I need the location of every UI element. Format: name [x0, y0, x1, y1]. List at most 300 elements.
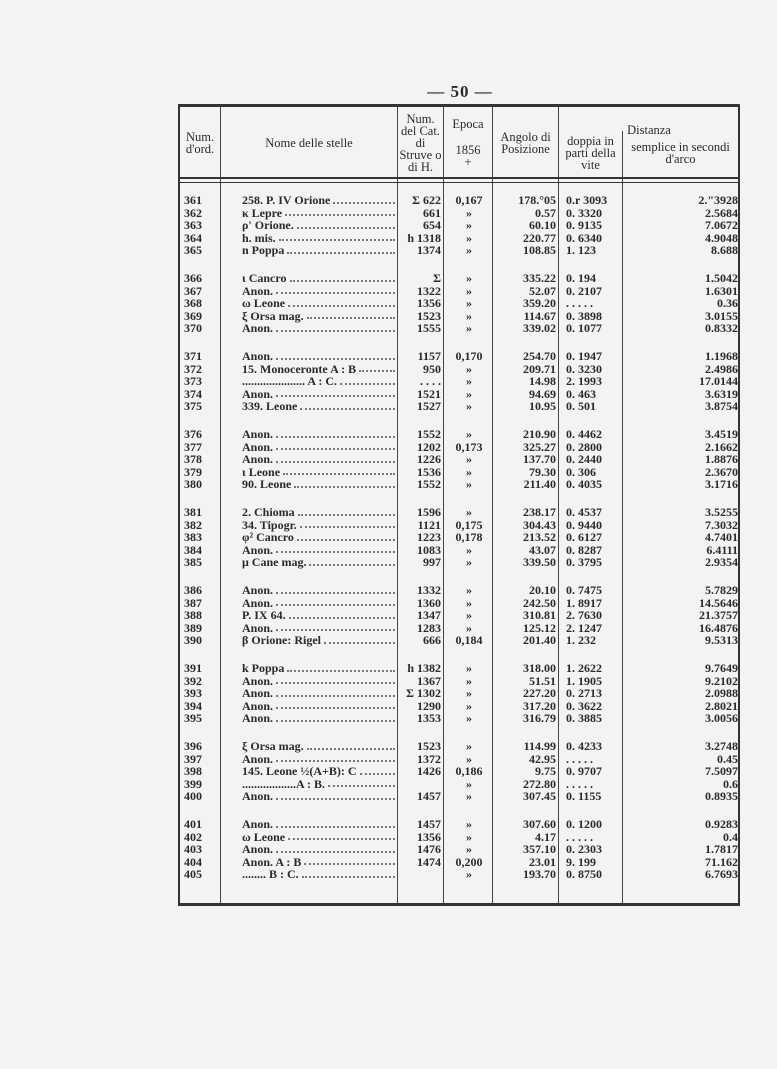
- row-number: 383: [184, 530, 202, 544]
- position-angle: 357.10: [523, 842, 556, 856]
- epoch: »: [466, 271, 472, 285]
- distance-double: 1. 1905: [566, 673, 602, 688]
- row-number: 374: [184, 386, 202, 401]
- epoch: »: [466, 361, 472, 376]
- position-angle: 210.90: [523, 427, 556, 441]
- distance-double: . . . . .: [566, 751, 593, 766]
- distance-double: 0. 3320: [566, 205, 602, 220]
- distance-simple: 5.7829: [705, 583, 738, 597]
- position-angle: 51.51: [529, 673, 556, 688]
- row-number: 398: [184, 764, 202, 778]
- position-angle: 272.80: [523, 776, 556, 791]
- dot-leader: [276, 584, 395, 594]
- star-name: 145. Leone ½(A+B): C: [242, 764, 357, 778]
- epoch: 0,175: [455, 517, 483, 532]
- header-epoca-plus: +: [464, 155, 472, 169]
- dot-leader: [276, 675, 395, 685]
- star-name: Anon.: [242, 711, 274, 725]
- distance-simple: 14.5646: [699, 595, 738, 610]
- row-number: 396: [184, 739, 202, 753]
- distance-double: 0. 4233: [566, 739, 602, 753]
- struve-number: 1536: [417, 464, 441, 479]
- struve-number: 1223: [417, 530, 441, 544]
- distance-double: 9. 199: [566, 854, 596, 869]
- struve-number: 1552: [417, 427, 441, 441]
- epoch: 0,178: [455, 530, 483, 544]
- distance-double: 0. 4462: [566, 427, 602, 441]
- star-name: ..................A : B.: [242, 776, 326, 791]
- star-name-cell: [242, 322, 397, 335]
- position-angle: 0.57: [535, 205, 556, 220]
- star-name: n Poppa: [242, 243, 285, 257]
- epoch: »: [466, 308, 472, 323]
- dot-leader: [276, 544, 395, 554]
- position-angle: 178.°05: [518, 193, 556, 207]
- position-angle: 339.02: [523, 321, 556, 335]
- position-angle: 193.70: [523, 867, 556, 881]
- star-name: Anon.: [242, 751, 274, 766]
- dot-leader: [276, 388, 395, 398]
- struve-number: 1356: [417, 296, 441, 310]
- star-name: Anon.: [242, 595, 274, 610]
- row-number: 365: [184, 243, 202, 257]
- table-row: [180, 868, 738, 881]
- position-angle: 42.95: [529, 751, 556, 766]
- table-row: [180, 765, 738, 778]
- position-angle: 114.67: [523, 308, 556, 323]
- star-name: Anon.: [242, 686, 274, 700]
- dot-leader: [276, 687, 395, 697]
- dot-leader: [297, 531, 395, 541]
- distance-simple: 2."3928: [698, 193, 738, 207]
- star-name: 34. Tipogr.: [242, 517, 297, 532]
- dot-leader: [276, 597, 395, 607]
- struve-number: 1474: [417, 854, 441, 869]
- epoch: »: [466, 776, 472, 791]
- epoch: »: [466, 583, 472, 597]
- star-name: ι Cancro: [242, 271, 287, 285]
- position-angle: 137.70: [523, 452, 556, 466]
- star-name: κ Lepre: [242, 205, 283, 220]
- table-row: [180, 322, 738, 335]
- distance-simple: 2.3670: [705, 464, 738, 479]
- star-name-cell: [242, 634, 397, 647]
- struve-number: 1202: [417, 439, 441, 454]
- epoch: 0,186: [455, 764, 483, 778]
- row-number: 375: [184, 399, 202, 413]
- row-number: 402: [184, 829, 202, 844]
- table-row: [180, 428, 738, 441]
- position-angle: 227.20: [523, 686, 556, 700]
- epoch: »: [466, 205, 472, 220]
- distance-simple: 4.9048: [705, 230, 738, 245]
- distance-simple: 3.8754: [705, 399, 738, 413]
- struve-number: 1290: [417, 698, 441, 713]
- struve-number: 1523: [417, 308, 441, 323]
- distance-double: 0. 9707: [566, 764, 602, 778]
- page-number: — 50 —: [427, 82, 493, 101]
- struve-number: Σ 622: [412, 193, 441, 207]
- distance-simple: 3.1716: [705, 477, 738, 491]
- epoch: 0,167: [455, 193, 483, 207]
- row-number: 401: [184, 817, 202, 831]
- star-name: Anon.: [242, 386, 274, 401]
- distance-simple: 16.4876: [699, 620, 738, 635]
- distance-double: 0. 194: [566, 271, 596, 285]
- distance-simple: 2.5684: [705, 205, 738, 220]
- distance-double: 1. 123: [566, 243, 596, 257]
- table-row: [180, 818, 738, 831]
- distance-simple: 1.1968: [705, 349, 738, 363]
- distance-simple: 0.36: [717, 296, 738, 310]
- distance-simple: 0.45: [717, 751, 738, 766]
- struve-number: 1426: [417, 764, 441, 778]
- row-number: 381: [184, 505, 202, 519]
- star-name: Anon.: [242, 620, 274, 635]
- star-name-cell: [242, 609, 397, 622]
- dot-leader: [276, 441, 395, 451]
- distance-simple: 3.4519: [705, 427, 738, 441]
- header-struve: Num. del Cat. di Struve o di H.: [399, 112, 442, 174]
- epoch: »: [466, 842, 472, 856]
- epoch: »: [466, 452, 472, 466]
- star-name: Anon.: [242, 349, 274, 363]
- row-number: 394: [184, 698, 202, 713]
- struve-number: 1121: [417, 517, 441, 532]
- struve-number: 1283: [417, 620, 441, 635]
- dot-leader: [288, 297, 395, 307]
- epoch: »: [466, 608, 472, 622]
- distance-simple: 3.0056: [705, 711, 738, 725]
- dot-leader: [285, 207, 395, 217]
- epoch: »: [466, 464, 472, 479]
- star-name-cell: [242, 712, 397, 725]
- epoch: »: [466, 673, 472, 688]
- dot-leader: [340, 375, 395, 385]
- epoch: »: [466, 739, 472, 753]
- position-angle: 79.30: [529, 464, 556, 479]
- row-number: 363: [184, 218, 202, 232]
- dot-leader: [279, 232, 395, 242]
- distance-double: 0.r 3093: [566, 193, 608, 207]
- dot-leader: [333, 194, 395, 204]
- table-row: [180, 219, 738, 232]
- distance-double: 0. 501: [566, 399, 596, 413]
- row-number: 403: [184, 842, 202, 856]
- star-name-cell: [242, 740, 397, 753]
- distance-double: 0. 9440: [566, 517, 602, 532]
- epoch: »: [466, 686, 472, 700]
- star-name-cell: [242, 556, 397, 569]
- position-angle: 125.12: [523, 620, 556, 635]
- struve-number: 654: [423, 218, 441, 232]
- star-name: 339. Leone: [242, 399, 298, 413]
- epoch: »: [466, 542, 472, 557]
- distance-simple: 6.4111: [706, 542, 738, 557]
- row-number: 395: [184, 711, 202, 725]
- distance-simple: 0.6: [723, 776, 738, 791]
- distance-double: 0. 2800: [566, 439, 602, 454]
- distance-double: 0. 8287: [566, 542, 602, 557]
- distance-simple: 3.5255: [705, 505, 738, 519]
- struve-number: 1157: [417, 349, 441, 363]
- struve-number: 1476: [417, 842, 441, 856]
- dot-leader: [276, 453, 395, 463]
- struve-number: 997: [423, 555, 441, 569]
- star-name: Anon.: [242, 452, 274, 466]
- epoch: »: [466, 243, 472, 257]
- row-number: 385: [184, 555, 202, 569]
- position-angle: 310.81: [523, 608, 556, 622]
- struve-number: 1226: [417, 452, 441, 466]
- distance-simple: 6.7693: [705, 867, 738, 881]
- row-number: 392: [184, 673, 202, 688]
- position-angle: 20.10: [529, 583, 556, 597]
- epoch: »: [466, 661, 472, 675]
- table-row: [180, 244, 738, 257]
- epoch: »: [466, 817, 472, 831]
- epoch: »: [466, 218, 472, 232]
- table-row: [180, 272, 738, 285]
- header-rule: [180, 177, 738, 183]
- row-number: 379: [184, 464, 202, 479]
- struve-number: . . . .: [420, 374, 441, 388]
- distance-simple: 9.5313: [705, 633, 738, 647]
- position-angle: 211.40: [523, 477, 556, 491]
- distance-simple: 0.9283: [705, 817, 738, 831]
- dot-leader: [307, 310, 395, 320]
- position-angle: 316.79: [523, 711, 556, 725]
- distance-double: 0. 4035: [566, 477, 602, 491]
- position-angle: 10.95: [529, 399, 556, 413]
- dot-leader: [276, 322, 395, 332]
- position-angle: 307.45: [523, 789, 556, 803]
- row-number: 400: [184, 789, 202, 803]
- star-name-cell: [242, 584, 397, 597]
- star-name: φ² Cancro: [242, 530, 294, 544]
- dot-leader: [287, 244, 395, 254]
- position-angle: 304.43: [523, 517, 556, 532]
- distance-double: 0. 3898: [566, 308, 602, 323]
- struve-number: Σ 1302: [406, 686, 441, 700]
- row-number: 378: [184, 452, 202, 466]
- star-name-cell: [242, 843, 397, 856]
- epoch: »: [466, 595, 472, 610]
- position-angle: 43.07: [529, 542, 556, 557]
- dot-leader: [307, 740, 395, 750]
- star-name-cell: [242, 531, 397, 544]
- distance-double: . . . . .: [566, 829, 593, 844]
- row-number: 386: [184, 583, 202, 597]
- star-name: Anon.: [242, 542, 274, 557]
- distance-simple: 0.4: [723, 829, 738, 844]
- struve-number: 1523: [417, 739, 441, 753]
- star-name-cell: [242, 219, 397, 232]
- star-name: h. mis.: [242, 230, 276, 245]
- distance-simple: 17.0144: [699, 374, 738, 388]
- position-angle: 317.20: [523, 698, 556, 713]
- dot-leader: [276, 350, 395, 360]
- dot-leader: [276, 843, 395, 853]
- header-doppia: doppia in parti della vite: [565, 134, 616, 172]
- distance-double: 0. 3885: [566, 711, 602, 725]
- table-row: [180, 506, 738, 519]
- header-angolo: Angolo di Posizione: [500, 130, 551, 156]
- distance-simple: 3.6319: [705, 386, 738, 401]
- epoch: »: [466, 477, 472, 491]
- dot-leader: [276, 712, 395, 722]
- distance-double: 2. 7630: [566, 608, 602, 622]
- row-number: 405: [184, 867, 202, 881]
- struve-number: 1322: [417, 283, 441, 298]
- row-number: 393: [184, 686, 202, 700]
- dot-leader: [288, 831, 395, 841]
- table-row: [180, 634, 738, 647]
- distance-simple: 3.2748: [705, 739, 738, 753]
- distance-simple: 2.9354: [705, 555, 738, 569]
- struve-number: 1367: [417, 673, 441, 688]
- table-row: [180, 740, 738, 753]
- row-number: 404: [184, 854, 202, 869]
- dot-leader: [283, 466, 395, 476]
- epoch: »: [466, 283, 472, 298]
- star-name: 15. Monoceronte A : B: [242, 361, 357, 376]
- struve-number: 1083: [417, 542, 441, 557]
- struve-number: 1521: [417, 386, 441, 401]
- star-name: Anon. A : B: [242, 854, 302, 869]
- position-angle: 9.75: [535, 764, 556, 778]
- dot-leader: [276, 285, 395, 295]
- dot-leader: [328, 778, 395, 788]
- dot-leader: [290, 272, 396, 282]
- row-number: 390: [184, 633, 202, 647]
- table-row: [180, 609, 738, 622]
- dot-leader: [276, 700, 395, 710]
- star-name-cell: [242, 868, 397, 881]
- table-row: [180, 453, 738, 466]
- star-name-cell: [242, 244, 397, 257]
- position-angle: 318.00: [523, 661, 556, 675]
- distance-simple: 2.1662: [705, 439, 738, 454]
- distance-double: 2. 1993: [566, 374, 602, 388]
- struve-number: 1374: [417, 243, 441, 257]
- distance-double: 1. 232: [566, 633, 596, 647]
- table-row: [180, 687, 738, 700]
- distance-simple: 8.688: [711, 243, 738, 257]
- header-name: Nome delle stelle: [265, 136, 353, 150]
- table-row: [180, 478, 738, 491]
- epoch: »: [466, 505, 472, 519]
- star-name-cell: [242, 453, 397, 466]
- epoch: »: [466, 399, 472, 413]
- distance-double: 0. 2713: [566, 686, 602, 700]
- table-row: [180, 790, 738, 803]
- star-name-cell: [242, 687, 397, 700]
- distance-double: 0. 6127: [566, 530, 602, 544]
- star-name: k Poppa: [242, 661, 285, 675]
- distance-simple: 21.3757: [699, 608, 738, 622]
- row-number: 382: [184, 517, 202, 532]
- epoch: »: [466, 711, 472, 725]
- struve-number: 1360: [417, 595, 441, 610]
- struve-number: 1457: [417, 817, 441, 831]
- distance-simple: 3.0155: [705, 308, 738, 323]
- position-angle: 94.69: [529, 386, 556, 401]
- epoch: »: [466, 751, 472, 766]
- epoch: 0,184: [455, 633, 483, 647]
- distance-simple: 9.2102: [705, 673, 738, 688]
- row-number: 384: [184, 542, 202, 557]
- dot-leader: [289, 609, 395, 619]
- distance-double: 0. 7475: [566, 583, 602, 597]
- distance-double: 1. 8917: [566, 595, 602, 610]
- position-angle: 201.40: [523, 633, 556, 647]
- distance-simple: 2.8021: [705, 698, 738, 713]
- epoch: »: [466, 296, 472, 310]
- star-name: ω Leone: [242, 296, 286, 310]
- distance-double: 0. 3230: [566, 361, 602, 376]
- table-row: [180, 843, 738, 856]
- row-number: 366: [184, 271, 202, 285]
- dot-leader: [359, 363, 395, 373]
- star-name: μ Cane mag.: [242, 555, 307, 569]
- distance-double: 2. 1247: [566, 620, 602, 635]
- star-name: Anon.: [242, 698, 274, 713]
- distance-double: 0. 2107: [566, 283, 602, 298]
- header-epoca: [444, 107, 492, 179]
- star-name-cell: [242, 478, 397, 491]
- struve-number: 666: [423, 633, 441, 647]
- struve-number: 1596: [417, 505, 441, 519]
- dot-leader: [276, 753, 395, 763]
- struve-number: 950: [423, 361, 441, 376]
- epoch: »: [466, 321, 472, 335]
- dot-leader: [304, 856, 395, 866]
- position-angle: 335.22: [523, 271, 556, 285]
- epoch: »: [466, 374, 472, 388]
- dot-leader: [287, 662, 395, 672]
- struve-number: 1457: [417, 789, 441, 803]
- distance-double: 0. 463: [566, 386, 596, 401]
- table-row: [180, 400, 738, 413]
- header-semplice: semplice in secondi d'arco: [631, 140, 730, 166]
- struve-number: 1353: [417, 711, 441, 725]
- dot-leader: [276, 428, 395, 438]
- struve-number: 661: [423, 205, 441, 220]
- star-name: Anon.: [242, 321, 274, 335]
- distance-double: 0. 1200: [566, 817, 602, 831]
- star-name-cell: [242, 506, 397, 519]
- epoch: 0,173: [455, 439, 483, 454]
- table-row: [180, 350, 738, 363]
- star-name-cell: [242, 765, 397, 778]
- dot-leader: [300, 519, 395, 529]
- star-name: Anon.: [242, 439, 274, 454]
- distance-double: 0. 4537: [566, 505, 602, 519]
- epoch: 0,200: [455, 854, 483, 869]
- row-number: 372: [184, 361, 202, 376]
- distance-simple: 2.4986: [705, 361, 738, 376]
- position-angle: 14.98: [529, 374, 556, 388]
- distance-simple: 9.7649: [705, 661, 738, 675]
- row-number: 389: [184, 620, 202, 635]
- position-angle: 60.10: [529, 218, 556, 232]
- dot-leader: [276, 622, 395, 632]
- dot-leader: [297, 219, 395, 229]
- position-angle: 339.50: [523, 555, 556, 569]
- star-name-cell: [242, 428, 397, 441]
- distance-simple: 0.8332: [705, 321, 738, 335]
